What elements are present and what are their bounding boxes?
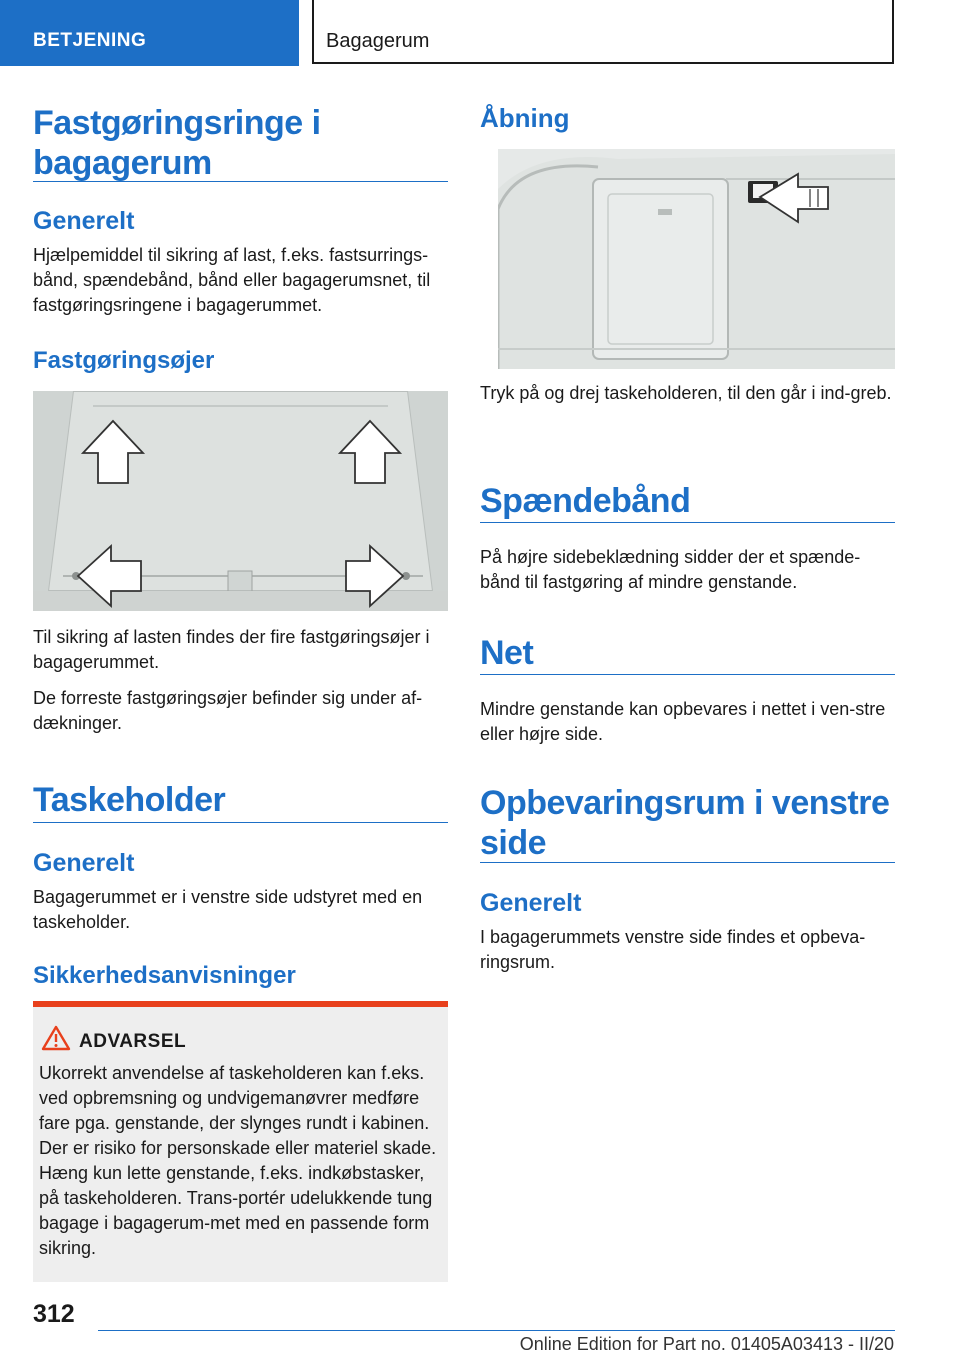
subheading-fastgoringsojer: Fastgøringsøjer xyxy=(33,347,215,374)
paragraph-abning: Tryk på og drej taskeholderen, til den går i ind-greb. xyxy=(480,383,892,403)
warning-title: ADVARSEL xyxy=(79,1031,187,1052)
bag-holder-image xyxy=(498,149,895,369)
chapter-header xyxy=(312,0,894,64)
paragraph-ojer-2: De forreste fastgøringsøjer befinder sig under af-dækninger. xyxy=(33,688,423,733)
heading-spaendebaand: Spændebånd xyxy=(480,482,691,520)
heading-net: Net xyxy=(480,634,534,672)
heading-rule xyxy=(480,862,895,863)
paragraph-spaendebaand: På højre sidebeklædning sidder der et spænde-bånd til fastgøring af mindre genstande. xyxy=(480,547,861,592)
page-number: 312 xyxy=(33,1300,75,1328)
subheading-generelt: Generelt xyxy=(33,849,135,877)
heading-opbevaringsrum: Opbevaringsrum i venstre side xyxy=(480,784,890,862)
heading-fastgoringsringe: Fastgøringsringe i bagagerum xyxy=(33,104,321,182)
paragraph-taskeholder: Bagagerummet er i venstre side udstyret med en taskeholder. xyxy=(33,887,423,932)
heading-rule xyxy=(480,522,895,523)
heading-taskeholder: Taskeholder xyxy=(33,781,226,819)
paragraph-opbevaringsrum: I bagagerummets venstre side findes et opbeva-ringsrum. xyxy=(480,927,866,972)
subheading-generelt: Generelt xyxy=(480,889,582,917)
cargo-floor-image xyxy=(33,391,448,611)
heading-rule xyxy=(33,822,448,823)
warning-box xyxy=(33,1001,448,1282)
warning-text: Ukorrekt anvendelse af taskeholderen kan f.eks. ved opbremsning og undvigemanøvrer medføre fare pga. genstande, der slynges rundt i kabinen. Der er risiko for personskade eller materiel skade. Hæng kun lette genstande, f.eks. indkøbstasker, på taskeholderen. Trans-portér udelukkende tung bagage i bagagerum-met med en passende form sikring. xyxy=(39,1063,437,1258)
paragraph-ojer-1: Til sikring af lasten findes der fire fastgøringsøjer i bagagerummet. xyxy=(33,627,430,672)
bag-holder-illustration xyxy=(498,149,895,369)
footer-rule xyxy=(98,1330,895,1331)
footer-edition: Online Edition for Part no. 01405A03413 - II/20 xyxy=(519,1334,894,1354)
paragraph-generelt: Hjælpemiddel til sikring af last, f.eks. fastsurrings-bånd, spændebånd, bånd eller bagagerumsnet, til fastgøringsringene i bagagerummet. xyxy=(33,245,431,315)
subheading-sikkerhedsanvisninger: Sikkerhedsanvisninger xyxy=(33,962,296,989)
warning-triangle-icon xyxy=(41,1025,71,1051)
paragraph-net: Mindre genstande kan opbevares i nettet i ven-stre eller højre side. xyxy=(480,699,886,744)
subheading-abning: Åbning xyxy=(480,103,570,133)
chapter-title: Bagagerum xyxy=(326,30,430,52)
warning-bar xyxy=(33,1001,448,1007)
section-label: BETJENING xyxy=(33,30,147,51)
subheading-generelt: Generelt xyxy=(33,207,135,235)
cargo-floor-illustration xyxy=(33,391,448,611)
heading-rule xyxy=(480,674,895,675)
section-tab xyxy=(0,0,299,66)
heading-rule xyxy=(33,181,448,182)
